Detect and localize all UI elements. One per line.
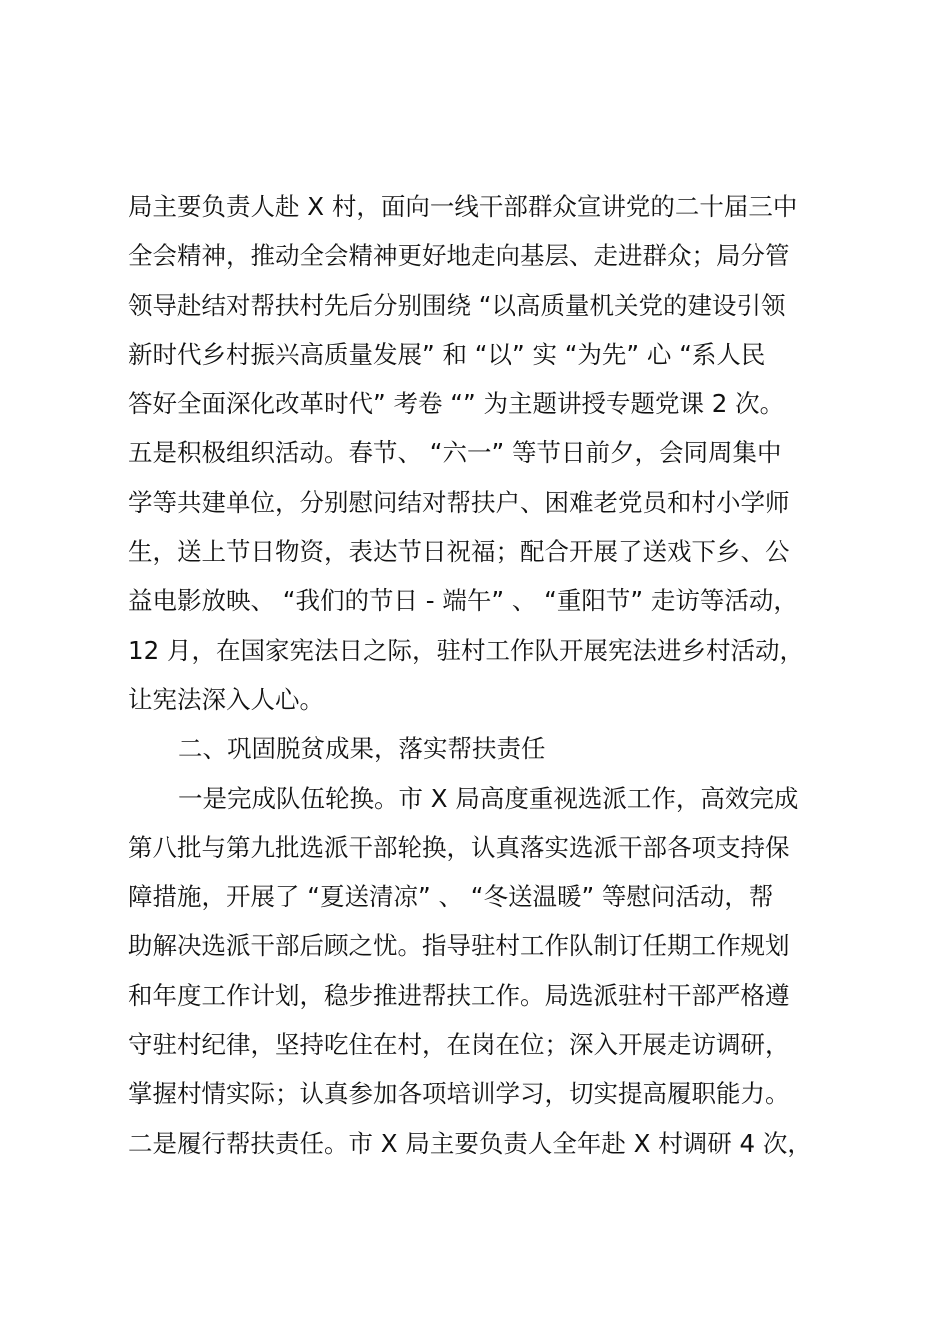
section-heading: 二、巩固脱贫成果，落实帮扶责任 bbox=[178, 734, 546, 764]
document-body bbox=[128, 182, 838, 1168]
text-line: 答好全面深化改革时代” 考卷 “” 为主题讲授专题党课 2 次。 bbox=[128, 389, 785, 419]
text-line: 生，送上节日物资，表达节日祝福；配合开展了送戏下乡、公 bbox=[128, 537, 790, 567]
text-line: 益电影放映、 “我们的节日 - 端午” 、 “重阳节” 走访等活动， bbox=[128, 586, 798, 616]
text-line: 领导赴结对帮扶村先后分别围绕 “以高质量机关党的建设引领 bbox=[128, 290, 786, 320]
text-line: 守驻村纪律，坚持吃住在村，在岗在位；深入开展走访调研， bbox=[128, 1030, 790, 1060]
text-line: 二是履行帮扶责任。市 X 局主要负责人全年赴 X 村调研 4 次， bbox=[128, 1128, 812, 1158]
text-line: 助解决选派干部后顾之忧。指导驻村工作队制订任期工作规划 bbox=[128, 931, 790, 961]
text-line: 学等共建单位，分别慰问结对帮扶户、困难老党员和村小学师 bbox=[128, 487, 790, 517]
text-line: 局主要负责人赴 X 村，面向一线干部群众宣讲党的二十届三中 bbox=[128, 192, 798, 221]
text-line: 新时代乡村振兴高质量发展” 和 “以” 实 “为先” 心 “系人民 bbox=[128, 339, 766, 369]
text-line: 掌握村情实际；认真参加各项培训学习，切实提高履职能力。 bbox=[128, 1079, 790, 1109]
text-line: 全会精神，推动全会精神更好地走向基层、走进群众；局分管 bbox=[128, 241, 790, 271]
text-line: 让宪法深入人心。 bbox=[128, 684, 324, 714]
text-line: 12 月，在国家宪法日之际，驻村工作队开展宪法进乡村活动， bbox=[128, 635, 804, 665]
text-line: 和年度工作计划，稳步推进帮扶工作。局选派驻村干部严格遵 bbox=[128, 980, 790, 1010]
text-line: 障措施，开展了 “夏送清凉” 、 “冬送温暖” 等慰问活动，帮 bbox=[128, 882, 774, 912]
text-line: 五是积极组织活动。春节、 “六一” 等节日前夕，会同周集中 bbox=[128, 438, 782, 468]
text-line: 第八批与第九批选派干部轮换，认真落实选派干部各项支持保 bbox=[128, 832, 790, 862]
text-line: 一是完成队伍轮换。市 X 局高度重视选派工作，高效完成 bbox=[178, 783, 799, 813]
